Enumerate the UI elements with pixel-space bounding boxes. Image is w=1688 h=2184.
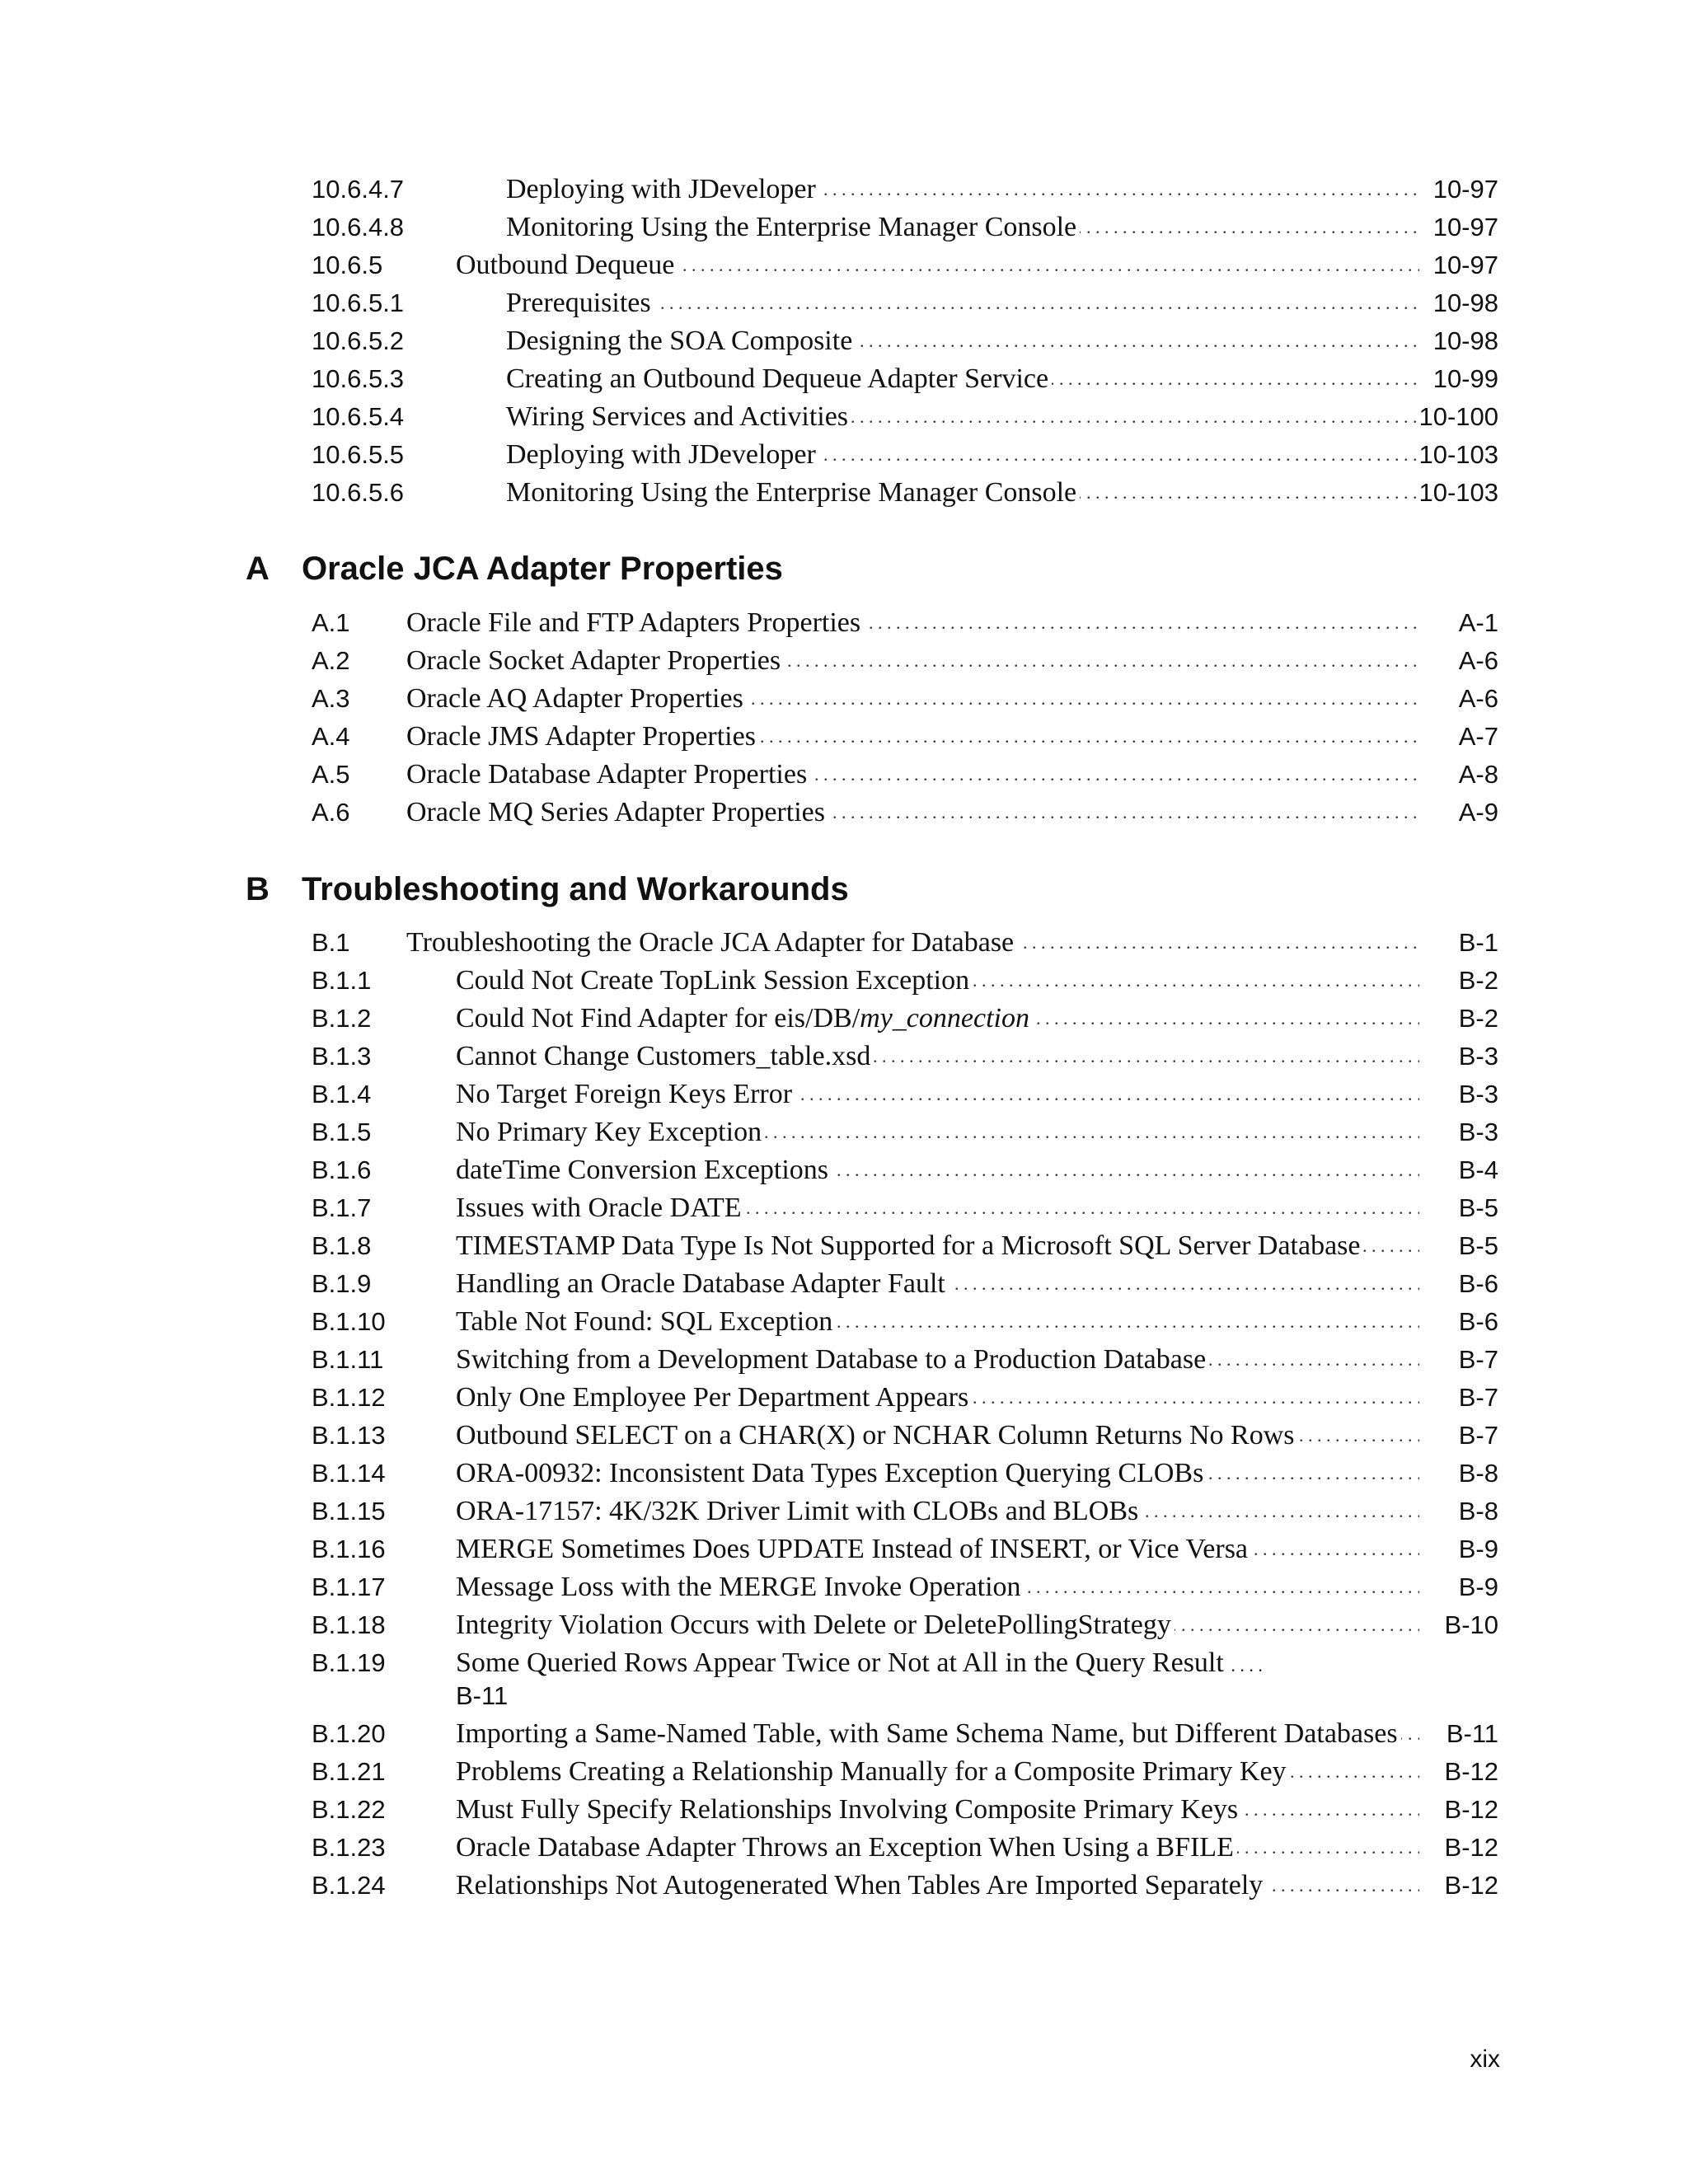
toc-entry-title: Handling an Oracle Database Adapter Fault [456, 1268, 949, 1299]
toc-entry[interactable]: 10.6.5.2 Designing the SOA Composite . . . 10-98 [312, 325, 1498, 358]
toc-entry-page: 10-99 [1425, 363, 1498, 396]
toc-entry-title: Designing the SOA Composite [506, 326, 856, 356]
toc-entry-page: B-8 [1451, 1495, 1498, 1528]
toc-entry[interactable]: B.1.11 Switching from a Development Database to a Production Database . . . B-7 [312, 1343, 1498, 1376]
toc-entry-title: MERGE Sometimes Does UPDATE Instead of INSERT, or Vice Versa [456, 1534, 1251, 1564]
toc-entry-title: Relationships Not Autogenerated When Tables Are Imported Separately [456, 1870, 1266, 1900]
toc-entry-title: Wiring Services and Activities [506, 401, 851, 432]
toc-entry[interactable]: B.1.1 Could Not Create TopLink Session Exception . . . B-2 [312, 964, 1498, 997]
toc-entry[interactable]: 10.6.5.4 Wiring Services and Activities . . . 10-100 [312, 401, 1498, 434]
toc-entry-page: B-7 [1451, 1343, 1498, 1376]
appendix-title: Oracle JCA Adapter Properties [302, 551, 783, 587]
toc-entry[interactable]: A.6 Oracle MQ Series Adapter Properties . . . A-9 [312, 796, 1498, 829]
toc-entry-title: Problems Creating a Relationship Manually for a Composite Primary Key [456, 1756, 1290, 1787]
toc-entry[interactable]: B.1.8 TIMESTAMP Data Type Is Not Supported for a Microsoft SQL Server Database . . . B-5 [312, 1230, 1498, 1263]
toc-entry-title: Prerequisites [506, 288, 654, 318]
toc-entry[interactable]: B.1.17 Message Loss with the MERGE Invoke Operation . . . B-9 [312, 1571, 1498, 1604]
toc-entry-page: 10-103 [1410, 476, 1498, 509]
toc-entry-title: No Target Foreign Keys Error [456, 1079, 795, 1109]
toc-entry-title: Oracle JMS Adapter Properties [406, 721, 759, 752]
toc-entry[interactable]: B.1.21 Problems Creating a Relationship Manually for a Composite Primary Key . . . B-12 [312, 1755, 1498, 1788]
toc-entry-page: B-12 [1437, 1755, 1498, 1788]
toc-entry-title: Table Not Found: SQL Exception [456, 1306, 836, 1337]
page-number: xix [1470, 2046, 1500, 2073]
toc-entry-title: Could Not Create TopLink Session Exception [456, 965, 973, 996]
toc-entry-page: B-7 [1451, 1419, 1498, 1452]
toc-entry[interactable]: 10.6.4.7 Deploying with JDeveloper . . . 10-97 [312, 173, 1498, 206]
toc-entry-page: B-11 [1438, 1718, 1498, 1750]
toc-entry[interactable]: A.1 Oracle File and FTP Adapters Properties . . . A-1 [312, 607, 1498, 640]
toc-entry[interactable]: A.2 Oracle Socket Adapter Properties . . . A-6 [312, 644, 1498, 677]
toc-entry-title: Monitoring Using the Enterprise Manager Console [506, 212, 1080, 242]
toc-entry-page: B-12 [1437, 1831, 1498, 1864]
toc-entry-page: 10-100 [1410, 401, 1498, 434]
toc-entry-page: B-4 [1451, 1154, 1498, 1187]
toc-entry-page: B-3 [1451, 1116, 1498, 1149]
toc-entry-page: B-8 [1451, 1457, 1498, 1490]
toc-entry-page: A-8 [1451, 758, 1498, 791]
toc-entry[interactable]: B.1.4 No Target Foreign Keys Error . . . B-3 [312, 1078, 1498, 1111]
toc-entry[interactable]: 10.6.5.1 Prerequisites . . . 10-98 [312, 287, 1498, 320]
toc-entry-title: Issues with Oracle DATE [456, 1193, 745, 1223]
toc-entry-title: Message Loss with the MERGE Invoke Operation [456, 1572, 1025, 1602]
toc-entry[interactable]: A.5 Oracle Database Adapter Properties . . . A-8 [312, 758, 1498, 791]
toc-entry-page: B-5 [1451, 1230, 1498, 1263]
toc-entry-title-italic: my_connection [860, 1003, 1029, 1033]
toc-entry-page: B-6 [1451, 1305, 1498, 1338]
appendix-letter: B [246, 871, 270, 907]
toc-entry-page: 10-98 [1425, 325, 1498, 358]
toc-entry-page: 10-97 [1425, 173, 1498, 206]
toc-entry-title: Integrity Violation Occurs with Delete or DeletePollingStrategy [456, 1610, 1175, 1640]
toc-entry-page: B-9 [1451, 1533, 1498, 1566]
toc-entry-page: A-1 [1451, 607, 1498, 640]
toc-entry-page: B-2 [1451, 1002, 1498, 1035]
toc-entry[interactable]: B.1 Troubleshooting the Oracle JCA Adapter for Database . . . B-1 [312, 926, 1498, 959]
toc-entry-page: 10-103 [1410, 438, 1498, 471]
toc-entry-title: Oracle AQ Adapter Properties [406, 683, 747, 714]
toc-entry[interactable]: 10.6.5.6 Monitoring Using the Enterprise Manager Console . . . 10-103 [312, 476, 1498, 509]
toc-entry[interactable]: B.1.22 Must Fully Specify Relationships Involving Composite Primary Keys . . . B-12 [312, 1793, 1498, 1826]
toc-entry-title: Deploying with JDeveloper [506, 174, 819, 204]
toc-entry[interactable]: B.1.9 Handling an Oracle Database Adapter Fault . . . B-6 [312, 1268, 1498, 1301]
toc-entry-title: ORA-17157: 4K/32K Driver Limit with CLOBs and BLOBs [456, 1496, 1142, 1526]
toc-entry-title: Oracle File and FTP Adapters Properties [406, 607, 864, 638]
toc-entry[interactable]: B.1.19 Some Queried Rows Appear Twice or Not at All in the Query Result . . . . B-11 [312, 1647, 1498, 1713]
toc-entry-page: B-9 [1451, 1571, 1498, 1604]
toc-entry[interactable]: B.1.10 Table Not Found: SQL Exception . . . B-6 [312, 1305, 1498, 1338]
toc-entry-title: Troubleshooting the Oracle JCA Adapter for Database [406, 927, 1017, 958]
toc-entry-title: Oracle Socket Adapter Properties [406, 645, 784, 676]
toc-entry[interactable]: B.1.24 Relationships Not Autogenerated When Tables Are Imported Separately . . . B-12 [312, 1869, 1498, 1902]
toc-entry-title: ORA-00932: Inconsistent Data Types Exception Querying CLOBs [456, 1458, 1207, 1488]
toc-entry-title: Oracle MQ Series Adapter Properties [406, 797, 828, 827]
toc-entry-page: B-1 [1451, 926, 1498, 959]
toc-entry[interactable]: 10.6.4.8 Monitoring Using the Enterprise Manager Console . . . 10-97 [312, 211, 1498, 244]
toc-entry-page: 10-97 [1425, 249, 1498, 282]
toc-entry[interactable]: B.1.2 Could Not Find Adapter for eis/DB/my_connection . . . B-2 [312, 1002, 1498, 1035]
toc-entry-page: B-3 [1451, 1040, 1498, 1073]
toc-entry-page: 10-98 [1425, 287, 1498, 320]
toc-entry[interactable]: B.1.20 Importing a Same-Named Table, with Same Schema Name, but Different Databases . . . B-11 [312, 1718, 1498, 1750]
toc-entry-page: B-12 [1437, 1793, 1498, 1826]
toc-entry-page: B-2 [1451, 964, 1498, 997]
toc-entry[interactable]: B.1.5 No Primary Key Exception . . . B-3 [312, 1116, 1498, 1149]
toc-entry[interactable]: B.1.12 Only One Employee Per Department Appears . . . B-7 [312, 1381, 1498, 1414]
toc-entry-page: B-12 [1437, 1869, 1498, 1902]
toc-entry-title: Must Fully Specify Relationships Involving Composite Primary Keys [456, 1794, 1241, 1825]
toc-entry-page: A-7 [1451, 720, 1498, 753]
toc-entry-title: No Primary Key Exception [456, 1117, 765, 1147]
toc-entry-page: B-11 [456, 1681, 509, 1710]
toc-entry-title: Could Not Find Adapter for eis/DB/my_connection [456, 1003, 1033, 1033]
toc-entry[interactable]: B.1.7 Issues with Oracle DATE . . . B-5 [312, 1192, 1498, 1225]
toc-entry-page: B-7 [1451, 1381, 1498, 1414]
toc-entry[interactable]: A.3 Oracle AQ Adapter Properties . . . A-6 [312, 682, 1498, 715]
toc-entry[interactable]: B.1.23 Oracle Database Adapter Throws an Exception When Using a BFILE . . . B-12 [312, 1831, 1498, 1864]
appendix-letter: A [246, 551, 270, 587]
toc-entry-title: Oracle Database Adapter Throws an Exception When Using a BFILE [456, 1832, 1237, 1863]
toc-entry-title: Creating an Outbound Dequeue Adapter Service [506, 363, 1052, 394]
toc-entry-page: B-6 [1451, 1268, 1498, 1301]
appendix-title: Troubleshooting and Workarounds [302, 871, 849, 907]
toc-entry[interactable]: B.1.14 ORA-00932: Inconsistent Data Types Exception Querying CLOBs . . . B-8 [312, 1457, 1498, 1490]
toc-entry-page: B-5 [1451, 1192, 1498, 1225]
toc-entry-page: A-6 [1451, 644, 1498, 677]
toc-entry[interactable]: B.1.6 dateTime Conversion Exceptions . . . B-4 [312, 1154, 1498, 1187]
toc-entry-title: Importing a Same-Named Table, with Same Schema Name, but Different Databases [456, 1718, 1401, 1749]
toc-entry-page: B-10 [1437, 1609, 1498, 1642]
toc-entry[interactable]: B.1.18 Integrity Violation Occurs with Delete or DeletePollingStrategy . . . B-10 [312, 1609, 1498, 1642]
toc-entry-page: A-6 [1451, 682, 1498, 715]
toc-entry[interactable]: B.1.16 MERGE Sometimes Does UPDATE Instead of INSERT, or Vice Versa . . . B-9 [312, 1533, 1498, 1566]
toc-entry[interactable]: B.1.15 ORA-17157: 4K/32K Driver Limit with CLOBs and BLOBs . . . B-8 [312, 1495, 1498, 1528]
toc-entry-title: Outbound SELECT on a CHAR(X) or NCHAR Column Returns No Rows [456, 1420, 1298, 1451]
toc-entry-title: Monitoring Using the Enterprise Manager Console [506, 477, 1080, 508]
toc-entry-title: Only One Employee Per Department Appears [456, 1382, 972, 1413]
toc-entry[interactable]: B.1.13 Outbound SELECT on a CHAR(X) or NCHAR Column Returns No Rows . . . B-7 [312, 1419, 1498, 1452]
toc-entry-title: Switching from a Development Database to a Production Database [456, 1344, 1209, 1375]
toc-entry-title: Outbound Dequeue [456, 250, 678, 280]
toc-entry[interactable]: 10.6.5.3 Creating an Outbound Dequeue Adapter Service . . . 10-99 [312, 363, 1498, 396]
toc-entry-title: Deploying with JDeveloper [506, 439, 819, 470]
toc-entry[interactable]: 10.6.5.5 Deploying with JDeveloper . . . 10-103 [312, 438, 1498, 471]
toc-entry[interactable]: A.4 Oracle JMS Adapter Properties . . . A-7 [312, 720, 1498, 753]
toc-entry-page: 10-97 [1425, 211, 1498, 244]
toc-entry-title: dateTime Conversion Exceptions [456, 1155, 832, 1185]
toc-entry-page: A-9 [1451, 796, 1498, 829]
toc-entry-title: TIMESTAMP Data Type Is Not Supported for a Microsoft SQL Server Database [456, 1230, 1363, 1261]
toc-entry-title: Some Queried Rows Appear Twice or Not at All in the Query Result [456, 1647, 1224, 1678]
toc-entry-page: B-3 [1451, 1078, 1498, 1111]
toc-entry-title: Oracle Database Adapter Properties [406, 759, 810, 790]
toc-entry-title: Cannot Change Customers_table.xsd [456, 1041, 874, 1071]
toc-entry[interactable]: 10.6.5 Outbound Dequeue . . . 10-97 [312, 249, 1498, 282]
toc-entry[interactable]: B.1.3 Cannot Change Customers_table.xsd . . . B-3 [312, 1040, 1498, 1073]
